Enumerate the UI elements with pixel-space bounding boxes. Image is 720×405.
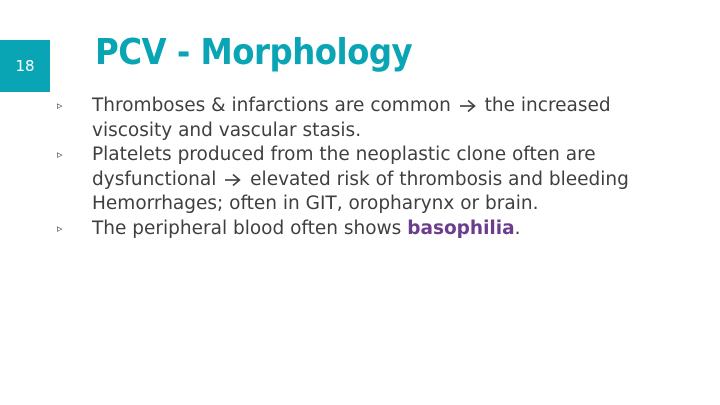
bullet-text-part: Thromboses & infarctions are common [92,95,451,116]
triangle-bullet-icon: ▹ [57,221,63,235]
right-arrow-icon [224,173,242,187]
bullet-item-thromboses [56,94,696,143]
bullet-text-part: The peripheral blood often shows [92,217,402,239]
slide-number-badge [0,40,50,92]
bullet-text-part: Platelets produced from the neoplastic clone often are dysfunctional [92,144,596,190]
slide-number: 18 [15,57,35,75]
triangle-bullet-icon: ▹ [57,99,63,112]
bullet-item-platelets [56,143,696,217]
bullet-text-part: the increased viscosity and vascular stasis. [92,95,611,141]
bullet-list [56,94,696,241]
bullet-text-part: . [514,217,521,239]
bullet-text-part: elevated risk of thrombosis and bleeding Hemorrhages; often in GIT, oropharynx or brain. [92,168,629,214]
bullet-item-basophilia [56,217,696,242]
right-arrow-icon [459,99,477,113]
highlighted-term: basophilia [407,217,515,239]
triangle-bullet-icon: ▹ [57,148,63,161]
slide-title: PCV - Morphology [95,32,413,73]
